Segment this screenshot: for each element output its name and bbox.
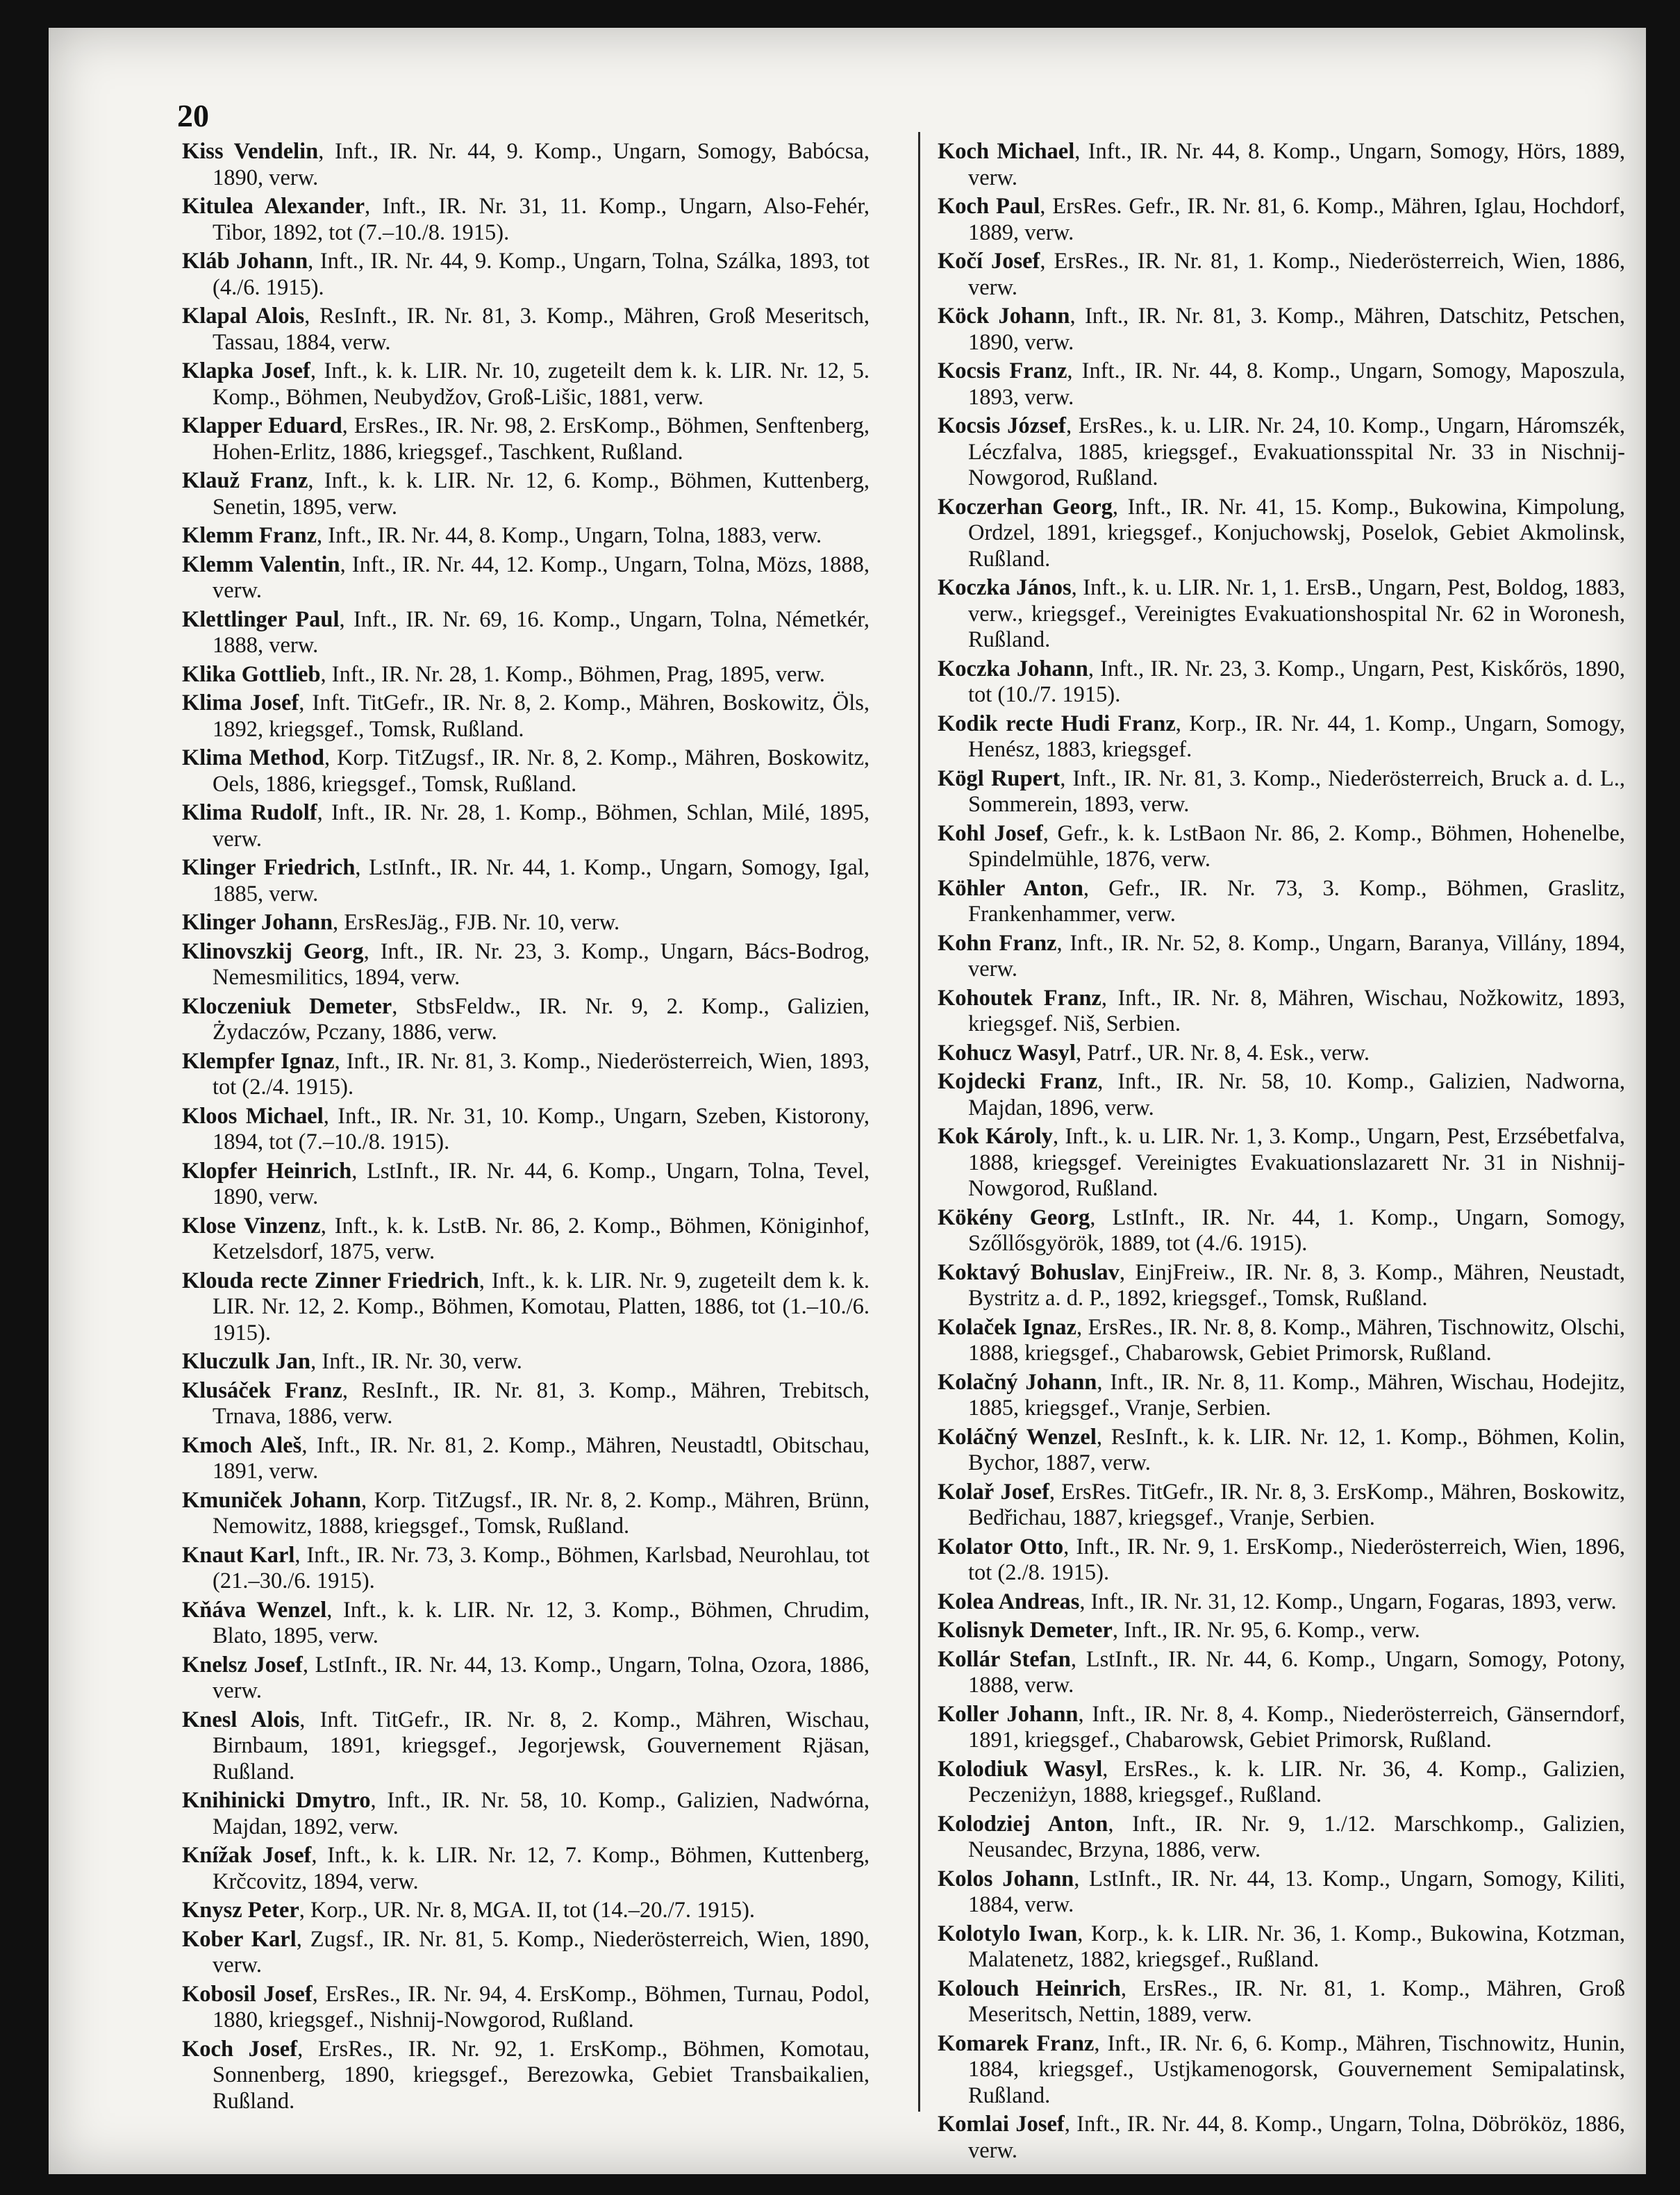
list-entry [938, 358, 1625, 411]
entry-name: Knysz Peter [182, 1898, 299, 1923]
entry-details: , Inft., IR. Nr. 9, 1. ErsKomp., Niederösterreich, Wien, 1896, tot (2./8. 1915). [968, 1534, 1625, 1585]
entry-details: , LstInft., IR. Nr. 44, 1. Komp., Ungarn, Somogy, Igal, 1885, verw. [213, 855, 870, 906]
entry-details: , ErsRes., IR. Nr. 92, 1. ErsKomp., Böhmen, Komotau, Sonnenberg, 1890, kriegsgef., Berezowka, Gebiet Transbaikalien, Rußland. [213, 2036, 870, 2114]
entry-details: , Inft., IR. Nr. 44, 8. Komp., Ungarn, Tolna, 1883, verw. [317, 523, 822, 548]
list-entry [938, 304, 1625, 356]
entry-details: , ErsRes., k. k. LIR. Nr. 36, 4. Komp., Galizien, Peczeniżyn, 1888, kriegsgef., Rußland. [968, 1756, 1625, 1807]
entry-name: Klima Josef [182, 690, 299, 715]
entry-details: , Korp., IR. Nr. 44, 1. Komp., Ungarn, Somogy, Henész, 1883, kriegsgef. [968, 711, 1625, 762]
list-entry [938, 2031, 1625, 2110]
list-entry [182, 1104, 870, 1156]
list-entry [182, 607, 870, 659]
list-entry [938, 1425, 1625, 1477]
entry-name: Kolea Andreas [938, 1589, 1080, 1614]
entry-name: Kolačný Johann [938, 1369, 1097, 1395]
list-entry [182, 1653, 870, 1705]
entry-name: Knihinicki Dmytro [182, 1788, 371, 1813]
list-entry [182, 939, 870, 991]
list-entry [938, 1480, 1625, 1532]
list-entry [182, 1927, 870, 1979]
entry-details: , Inft., IR. Nr. 44, 12. Komp., Ungarn, Tolna, Mözs, 1888, verw. [213, 552, 870, 603]
entry-details: , ErsRes. Gefr., IR. Nr. 81, 6. Komp., Mähren, Iglau, Hochdorf, 1889, verw. [968, 194, 1625, 245]
entry-name: Klusáček Franz [182, 1377, 342, 1403]
entry-details: , Inft., IR. Nr. 31, 10. Komp., Ungarn, Szeben, Kistorony, 1894, tot (7.–10./8. 1915). [213, 1103, 870, 1154]
entry-details: , Inft., IR. Nr. 8, 11. Komp., Mähren, Wischau, Hodejitz, 1885, kriegsgef., Vranje, Serbien. [968, 1369, 1625, 1420]
list-entry [938, 139, 1625, 191]
list-entry [938, 413, 1625, 492]
list-entry [182, 1433, 870, 1485]
entry-details: , Zugsf., IR. Nr. 81, 5. Komp., Niederösterreich, Wien, 1890, verw. [213, 1926, 870, 1978]
entry-name: Kolař Josef [938, 1479, 1049, 1505]
list-entry [182, 1214, 870, 1266]
list-entry [938, 2112, 1625, 2164]
list-entry [182, 1268, 870, 1347]
entry-details: , LstInft., IR. Nr. 44, 13. Komp., Ungarn, Tolna, Ozora, 1886, verw. [213, 1652, 870, 1703]
entry-details: , Inft., k. u. LIR. Nr. 1, 3. Komp., Ungarn, Pest, Erzsébetfalva, 1888, kriegsgef. Vereinigtes Evakuationslazarett Nr. 31 in Nishnij-Nowgorod, Rußland. [968, 1124, 1625, 1201]
list-entry [182, 1049, 870, 1101]
entry-details: , LstInft., IR. Nr. 44, 1. Komp., Ungarn, Somogy, Szőllősgyörök, 1889, tot (4./6. 1915). [968, 1204, 1626, 1256]
list-entry [938, 249, 1625, 301]
list-entry [938, 1260, 1625, 1312]
entry-name: Kober Karl [182, 1926, 297, 1952]
entry-name: Knelsz Josef [182, 1652, 303, 1678]
list-entry [182, 468, 870, 520]
list-entry [182, 662, 870, 688]
entry-name: Klouda recte Zinner Friedrich [182, 1268, 479, 1293]
list-entry [938, 194, 1625, 246]
entry-name: Kohucz Wasyl [938, 1040, 1076, 1066]
entry-name: Köhler Anton [938, 875, 1083, 901]
entry-name: Klose Vinzenz [182, 1213, 321, 1239]
list-entry [938, 931, 1625, 983]
list-entry [182, 800, 870, 852]
list-entry [938, 1921, 1625, 1973]
entry-name: Kocsis József [938, 413, 1066, 438]
entry-name: Kňáva Wenzel [182, 1597, 327, 1623]
list-entry [938, 1757, 1625, 1809]
list-entry [182, 690, 870, 743]
entry-details: , ResInft., IR. Nr. 81, 3. Komp., Mähren, Groß Meseritsch, Tassau, 1884, verw. [213, 304, 870, 355]
list-entry [938, 1866, 1625, 1919]
entry-details: , LstInft., IR. Nr. 44, 6. Komp., Ungarn, Tolna, Tevel, 1890, verw. [213, 1158, 870, 1209]
entry-details: , ErsRes., IR. Nr. 81, 1. Komp., Mähren, Groß Meseritsch, Nettin, 1889, verw. [968, 1976, 1625, 2027]
entry-name: Kolator Otto [938, 1534, 1064, 1559]
list-entry [938, 1069, 1625, 1121]
list-entry [938, 656, 1625, 709]
entry-name: Kocsis Franz [938, 358, 1067, 383]
entry-name: Kok Károly [938, 1124, 1053, 1149]
entry-name: Koch Michael [938, 139, 1075, 164]
list-entry [182, 413, 870, 465]
entry-details: , ResInft., IR. Nr. 81, 3. Komp., Mähren, Trebitsch, Trnava, 1886, verw. [213, 1377, 870, 1429]
entry-name: Klempfer Ignaz [182, 1048, 335, 1074]
entry-name: Kobosil Josef [182, 1981, 313, 2007]
list-entry [938, 766, 1625, 818]
list-entry [182, 1488, 870, 1540]
entry-details: , Inft., IR. Nr. 81, 3. Komp., Niederösterreich, Wien, 1893, tot (2./4. 1915). [213, 1048, 870, 1100]
entry-details: , Inft., IR. Nr. 81, 2. Komp., Mähren, Neustadtl, Obitschau, 1891, verw. [213, 1432, 870, 1484]
entry-details: , Inft., IR. Nr. 23, 3. Komp., Ungarn, Bács-Bodrog, Nemesmilitics, 1894, verw. [213, 938, 870, 990]
list-entry [182, 1843, 870, 1895]
entry-name: Kohl Josef [938, 820, 1043, 846]
list-entry [182, 2037, 870, 2115]
entry-name: Koch Josef [182, 2036, 298, 2062]
entry-details: , Inft., IR. Nr. 44, 8. Komp., Ungarn, Somogy, Hörs, 1889, verw. [968, 139, 1625, 190]
entry-details: , Inft., IR. Nr. 44, 9. Komp., Ungarn, Tolna, Szálka, 1893, tot (4./6. 1915). [213, 249, 870, 300]
list-entry [938, 1812, 1625, 1864]
entry-details: , Inft., IR. Nr. 44, 8. Komp., Ungarn, Somogy, Maposzula, 1893, verw. [968, 358, 1625, 410]
list-entry [182, 910, 870, 936]
entry-details: , Inft., k. k. LIR. Nr. 10, zugeteilt dem k. k. LIR. Nr. 12, 5. Komp., Böhmen, Neubydžov, Groß-Lišic, 1881, verw. [213, 358, 870, 410]
entry-details: , Inft., IR. Nr. 23, 3. Komp., Ungarn, Pest, Kiskőrös, 1890, tot (10./7. 1915). [968, 656, 1625, 707]
list-entry [938, 495, 1625, 573]
entry-details: , Inft. TitGefr., IR. Nr. 8, 2. Komp., Mähren, Boskowitz, Öls, 1892, kriegsgef., Tomsk, Rußland. [213, 690, 870, 742]
entry-name: Klima Rudolf [182, 800, 317, 825]
entry-details: , Korp. TitZugsf., IR. Nr. 8, 2. Komp., Mähren, Boskowitz, Oels, 1886, kriegsgef., Tomsk, Rußland. [213, 745, 870, 797]
entry-details: , Inft., IR. Nr. 69, 16. Komp., Ungarn, Tolna, Németkér, 1888, verw. [213, 606, 870, 658]
entry-name: Klapka Josef [182, 358, 310, 383]
entry-name: Kolodziej Anton [938, 1811, 1108, 1837]
list-entry [938, 1205, 1625, 1257]
entry-details: , Inft., IR. Nr. 95, 6. Komp., verw. [1112, 1618, 1420, 1643]
entry-name: Koczerhan Georg [938, 494, 1113, 520]
entry-name: Klinger Johann [182, 910, 333, 935]
list-entry [182, 1898, 870, 1924]
entry-name: Klettlinger Paul [182, 606, 340, 632]
entry-name: Klapper Eduard [182, 413, 342, 438]
list-entry [938, 1534, 1625, 1587]
list-entry [938, 821, 1625, 873]
entry-name: Knesl Alois [182, 1707, 300, 1732]
entry-name: Kloos Michael [182, 1103, 324, 1129]
entry-details: , Inft., IR. Nr. 8, 4. Komp., Niederösterreich, Gänserndorf, 1891, kriegsgef., Chabarowsk, Gebiet Primorsk, Rußland. [968, 1701, 1625, 1753]
entry-details: , Inft., IR. Nr. 44, 9. Komp., Ungarn, Somogy, Babócsa, 1890, verw. [213, 139, 870, 190]
list-entry [182, 249, 870, 301]
list-entry [938, 986, 1625, 1038]
entry-name: Kluczulk Jan [182, 1349, 311, 1374]
entry-details: , EinjFreiw., IR. Nr. 8, 3. Komp., Mähren, Neustadt, Bystritz a. d. P., 1892, kriegsgef., Tomsk, Rußland. [968, 1259, 1625, 1311]
entry-name: Koczka János [938, 575, 1072, 600]
entry-name: Kolaček Ignaz [938, 1314, 1076, 1340]
entry-details: , Inft., IR. Nr. 52, 8. Komp., Ungarn, Baranya, Villány, 1894, verw. [968, 930, 1625, 981]
entry-details: , ErsRes. TitGefr., IR. Nr. 8, 3. ErsKomp., Mähren, Boskowitz, Bedřichau, 1887, kriegsgef., Vranje, Serbien. [968, 1479, 1625, 1530]
list-entry [182, 1378, 870, 1430]
entry-name: Klika Gottlieb [182, 661, 321, 687]
list-entry [182, 855, 870, 907]
list-entry [938, 1976, 1625, 2028]
column-divider [918, 132, 920, 2112]
entry-name: Kláb Johann [182, 249, 308, 274]
entry-name: Klinovszkij Georg [182, 938, 364, 964]
entry-name: Kloczeniuk Demeter [182, 993, 392, 1019]
entry-details: , Inft., IR. Nr. 30, verw. [310, 1349, 522, 1374]
list-entry [182, 358, 870, 411]
entry-name: Knaut Karl [182, 1542, 295, 1568]
entry-name: Kolisnyk Demeter [938, 1618, 1113, 1643]
entry-details: , Inft., IR. Nr. 81, 3. Komp., Niederösterreich, Bruck a. d. L., Sommerein, 1893, verw. [968, 765, 1625, 817]
list-entry [182, 1598, 870, 1650]
entry-details: , Korp. TitZugsf., IR. Nr. 8, 2. Komp., Mähren, Brünn, Nemowitz, 1888, kriegsgef., Tomsk, Rußland. [213, 1487, 870, 1539]
list-entry [182, 1159, 870, 1211]
entry-name: Kojdecki Franz [938, 1069, 1098, 1094]
entry-details: , ResInft., k. k. LIR. Nr. 12, 1. Komp., Böhmen, Kolin, Bychor, 1887, verw. [968, 1424, 1625, 1475]
entry-details: , ErsRes., IR. Nr. 81, 1. Komp., Niederösterreich, Wien, 1886, verw. [968, 249, 1625, 300]
entry-details: , Inft., k. k. LIR. Nr. 12, 3. Komp., Böhmen, Chrudim, Blato, 1895, verw. [213, 1597, 870, 1648]
entry-details: , Inft., k. k. LIR. Nr. 9, zugeteilt dem k. k. LIR. Nr. 12, 2. Komp., Böhmen, Komotau, Platten, 1886, tot (1.–10./6. 1915). [213, 1268, 870, 1345]
entry-name: Kolotylo Iwan [938, 1921, 1078, 1946]
entry-details: , Korp., UR. Nr. 8, MGA. II, tot (14.–20./7. 1915). [299, 1898, 756, 1923]
entry-details: , Gefr., IR. Nr. 73, 3. Komp., Böhmen, Graslitz, Frankenhammer, verw. [968, 875, 1626, 927]
list-entry [938, 575, 1625, 654]
entry-details: , LstInft., IR. Nr. 44, 13. Komp., Ungarn, Somogy, Kiliti, 1884, verw. [968, 1866, 1625, 1917]
list-entry [938, 1618, 1625, 1644]
list-entry [182, 1707, 870, 1786]
entry-details: , ErsRes., k. u. LIR. Nr. 24, 10. Komp., Ungarn, Háromszék, Léczfalva, 1885, kriegsgef., Evakuationsspital Nr. 33 in Nischnij-Nowgorod, Rußland. [968, 413, 1625, 490]
entry-name: Komlai Josef [938, 2112, 1065, 2137]
entry-name: Koczka Johann [938, 656, 1088, 681]
entry-name: Kolouch Heinrich [938, 1976, 1121, 2001]
entry-details: , Inft., k. k. LstB. Nr. 86, 2. Komp., Böhmen, Königinhof, Ketzelsdorf, 1875, verw. [213, 1213, 870, 1264]
entry-name: Klemm Franz [182, 523, 317, 548]
entry-details: , StbsFeldw., IR. Nr. 9, 2. Komp., Galizien, Żydaczów, Pczany, 1886, verw. [213, 993, 870, 1045]
entry-details: , Inft., k. k. LIR. Nr. 12, 6. Komp., Böhmen, Kuttenberg, Senetin, 1895, verw. [213, 468, 870, 520]
entry-name: Kolodiuk Wasyl [938, 1756, 1103, 1782]
right-column [938, 139, 1625, 2167]
entry-name: Kökény Georg [938, 1204, 1090, 1230]
entry-name: Kiss Vendelin [182, 139, 319, 164]
entry-details: , Inft., IR. Nr. 28, 1. Komp., Böhmen, Prag, 1895, verw. [320, 661, 825, 687]
entry-details: , Inft., k. u. LIR. Nr. 1, 1. ErsB., Ungarn, Pest, Boldog, 1883, verw., kriegsgef., Vereinigtes Evakuationshospital Nr. 62 in Woronesh, Rußland. [968, 575, 1625, 652]
entry-details: , Inft., k. k. LIR. Nr. 12, 7. Komp., Böhmen, Kuttenberg, Krčcovitz, 1894, verw. [213, 1843, 870, 1894]
entry-name: Kolos Johann [938, 1866, 1074, 1891]
entry-details: , Inft., IR. Nr. 44, 8. Komp., Ungarn, Tolna, Döbrököz, 1886, verw. [968, 2112, 1626, 2163]
entry-name: Klemm Valentin [182, 552, 340, 577]
entry-details: , Inft., IR. Nr. 58, 10. Komp., Galizien, Nadwórna, Majdan, 1892, verw. [213, 1788, 870, 1839]
entry-name: Kočí Josef [938, 249, 1040, 274]
list-entry [938, 1370, 1625, 1422]
entry-details: , Inft., IR. Nr. 8, Mähren, Wischau, Nožkowitz, 1893, kriegsgef. Niš, Serbien. [968, 985, 1626, 1036]
list-entry [182, 1788, 870, 1840]
list-entry [182, 523, 870, 549]
list-entry [938, 1041, 1625, 1067]
entry-details: , LstInft., IR. Nr. 44, 6. Komp., Ungarn, Somogy, Potony, 1888, verw. [968, 1646, 1625, 1698]
entry-name: Kmoch Aleš [182, 1432, 302, 1458]
list-entry [938, 1702, 1625, 1754]
list-entry [938, 711, 1625, 763]
entry-name: Klinger Friedrich [182, 855, 356, 880]
entry-details: , Patrf., UR. Nr. 8, 4. Esk., verw. [1075, 1040, 1370, 1066]
entry-name: Kollár Stefan [938, 1646, 1071, 1672]
entry-details: , ErsRes., IR. Nr. 8, 8. Komp., Mähren, Tischnowitz, Olschi, 1888, kriegsgef., Chabarowsk, Gebiet Primorsk, Rußland. [968, 1314, 1625, 1366]
entry-details: , Gefr., k. k. LstBaon Nr. 86, 2. Komp., Böhmen, Hohenelbe, Spindelmühle, 1876, verw. [968, 820, 1625, 872]
entry-name: Knížak Josef [182, 1843, 312, 1868]
entry-details: , Inft., IR. Nr. 9, 1./12. Marschkomp., Galizien, Neusandec, Brzyna, 1886, verw. [968, 1811, 1625, 1862]
entry-name: Kögl Rupert [938, 765, 1061, 791]
entry-name: Koláčný Wenzel [938, 1424, 1097, 1450]
entry-details: , Inft., IR. Nr. 28, 1. Komp., Böhmen, Schlan, Milé, 1895, verw. [213, 800, 870, 852]
list-entry [182, 1982, 870, 2034]
entry-name: Klapal Alois [182, 304, 305, 329]
entry-name: Koktavý Bohuslav [938, 1259, 1120, 1285]
document-page [49, 28, 1646, 2174]
entry-name: Klauž Franz [182, 468, 308, 493]
entry-name: Klima Method [182, 745, 324, 770]
entry-name: Kohn Franz [938, 930, 1057, 956]
entry-details: , ErsResJäg., FJB. Nr. 10, verw. [333, 910, 620, 935]
entry-details: , Inft., IR. Nr. 41, 15. Komp., Bukowina, Kimpolung, Ordzel, 1891, kriegsgef., Konjuchowskj, Poselok, Gebiet Akmolinsk, Rußland. [968, 494, 1625, 572]
entry-name: Kmuniček Johann [182, 1487, 361, 1513]
left-column [182, 139, 870, 2117]
entry-details: , ErsRes., IR. Nr. 94, 4. ErsKomp., Böhmen, Turnau, Podol, 1880, kriegsgef., Nishnij-Nowgorod, Rußland. [213, 1981, 870, 2032]
list-entry [938, 1589, 1625, 1616]
entry-details: , Inft., IR. Nr. 58, 10. Komp., Galizien, Nadworna, Majdan, 1896, verw. [968, 1069, 1625, 1120]
entry-details: , Inft., IR. Nr. 6, 6. Komp., Mähren, Tischnowitz, Hunin, 1884, kriegsgef., Ustjkamenogorsk, Gouvernement Semipalatinsk, Rußland. [968, 2030, 1625, 2108]
entry-details: , ErsRes., IR. Nr. 98, 2. ErsKomp., Böhmen, Senftenberg, Hohen-Erlitz, 1886, kriegsgef., Taschkent, Rußland. [213, 413, 870, 465]
entry-name: Klopfer Heinrich [182, 1158, 352, 1184]
list-entry [182, 994, 870, 1046]
list-entry [182, 1349, 870, 1375]
page-number: 20 [177, 98, 209, 133]
entry-name: Koller Johann [938, 1701, 1079, 1727]
entry-name: Köck Johann [938, 304, 1070, 329]
entry-name: Kitulea Alexander [182, 194, 365, 219]
entry-name: Koch Paul [938, 194, 1040, 219]
entry-details: , Inft. TitGefr., IR. Nr. 8, 2. Komp., Mähren, Wischau, Birnbaum, 1891, kriegsgef., Jegorjewsk, Gouvernement Rjäsan, Rußland. [213, 1707, 870, 1784]
list-entry [182, 552, 870, 604]
entry-details: , Inft., IR. Nr. 31, 12. Komp., Ungarn, Fogaras, 1893, verw. [1079, 1589, 1617, 1614]
entry-name: Komarek Franz [938, 2030, 1095, 2056]
list-entry [938, 1647, 1625, 1699]
list-entry [182, 745, 870, 797]
entry-name: Kohoutek Franz [938, 985, 1101, 1011]
list-entry [938, 1124, 1625, 1202]
entry-name: Kodik recte Hudi Franz [938, 711, 1176, 736]
list-entry [938, 876, 1625, 928]
list-entry [182, 139, 870, 191]
list-entry [938, 1315, 1625, 1367]
list-entry [182, 1543, 870, 1595]
list-entry [182, 194, 870, 246]
list-entry [182, 304, 870, 356]
entry-details: , Inft., IR. Nr. 73, 3. Komp., Böhmen, Karlsbad, Neurohlau, tot (21.–30./6. 1915). [213, 1542, 870, 1593]
entry-details: , Inft., IR. Nr. 31, 11. Komp., Ungarn, Also-Fehér, Tibor, 1892, tot (7.–10./8. 1915). [213, 194, 870, 245]
entry-details: , Inft., IR. Nr. 81, 3. Komp., Mähren, Datschitz, Petschen, 1890, verw. [968, 304, 1625, 355]
entry-details: , Korp., k. k. LIR. Nr. 36, 1. Komp., Bukowina, Kotzman, Malatenetz, 1882, kriegsgef., Rußland. [968, 1921, 1625, 1972]
